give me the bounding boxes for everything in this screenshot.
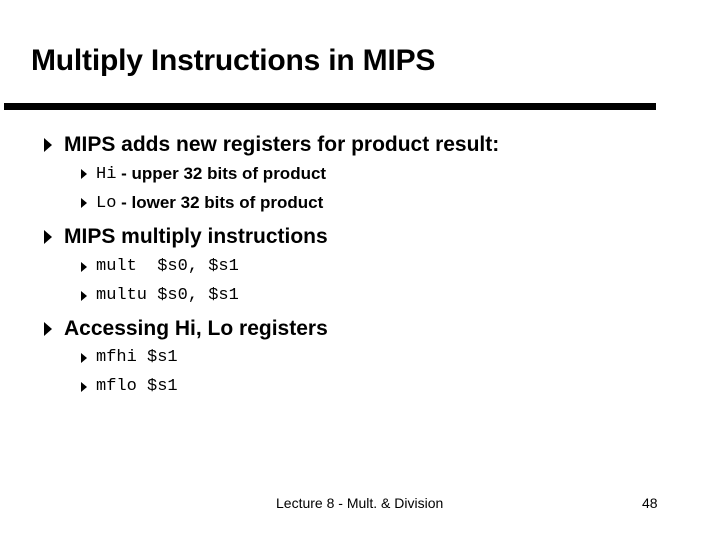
sub-bullet-multu bbox=[81, 286, 239, 305]
bullet-multiply-instructions bbox=[44, 225, 328, 249]
sub-bullet-lo bbox=[81, 193, 323, 213]
bullet-new-registers bbox=[44, 133, 499, 157]
bullet-accessing-registers bbox=[44, 317, 328, 341]
sub-bullet-arrow-icon bbox=[81, 169, 87, 179]
sub-bullet-arrow-icon bbox=[81, 291, 87, 301]
bullet-text: Accessing Hi, Lo registers bbox=[64, 317, 328, 340]
title-divider bbox=[4, 103, 656, 110]
sub-bullet-mfhi bbox=[81, 348, 178, 367]
instruction-code: mult $s0, $s1 bbox=[96, 257, 239, 276]
slide-footer: Lecture 8 - Mult. & Division bbox=[276, 495, 444, 511]
register-name-hi: Hi bbox=[96, 164, 117, 184]
instruction-code: multu $s0, $s1 bbox=[96, 286, 239, 305]
sub-bullet-arrow-icon bbox=[81, 198, 87, 208]
bullet-arrow-icon bbox=[44, 138, 52, 152]
instruction-code: mflo $s1 bbox=[96, 377, 178, 396]
sub-bullet-arrow-icon bbox=[81, 382, 87, 392]
sub-bullet-text: - upper 32 bits of product bbox=[116, 164, 327, 183]
sub-bullet-text: - lower 32 bits of product bbox=[116, 193, 324, 212]
bullet-text: MIPS adds new registers for product result: bbox=[64, 133, 500, 156]
sub-bullet-arrow-icon bbox=[81, 353, 87, 363]
bullet-arrow-icon bbox=[44, 322, 52, 336]
sub-bullet-arrow-icon bbox=[81, 262, 87, 272]
page-number: 48 bbox=[642, 495, 658, 511]
instruction-code: mfhi $s1 bbox=[96, 348, 178, 367]
bullet-text: MIPS multiply instructions bbox=[64, 225, 328, 248]
sub-bullet-mflo bbox=[81, 377, 178, 396]
sub-bullet-hi bbox=[81, 164, 326, 184]
slide-title: Multiply Instructions in MIPS bbox=[31, 44, 436, 77]
bullet-arrow-icon bbox=[44, 230, 52, 244]
register-name-lo: Lo bbox=[96, 193, 117, 213]
sub-bullet-mult bbox=[81, 257, 239, 276]
